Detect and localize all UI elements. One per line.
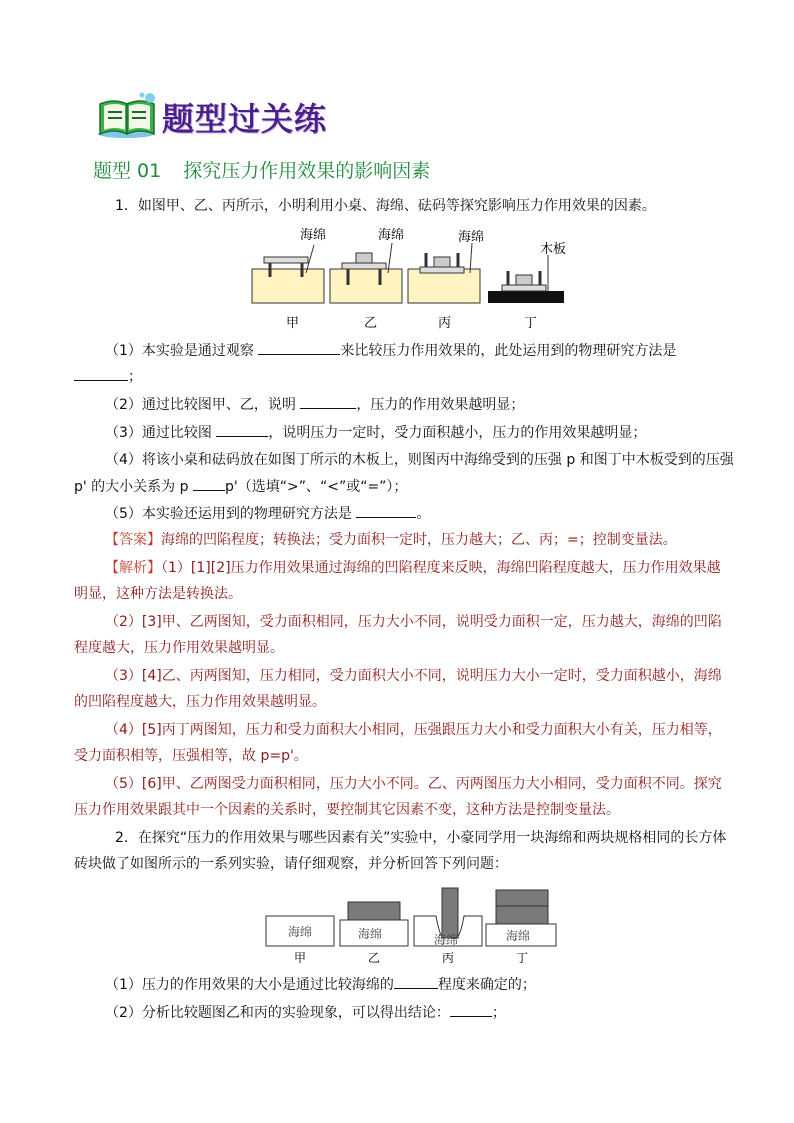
header-title: 题型过关练 xyxy=(162,100,328,138)
section-heading xyxy=(93,156,430,183)
blank-1[interactable] xyxy=(258,340,340,355)
q1-sub3: （3）通过比较图 ，说明压力一定时，受力面积越小，压力的作用效果越明显； xyxy=(105,422,646,443)
q2-brick-ding-1 xyxy=(496,906,548,924)
q1-analysis-1b: 明显，这种方法是转换法。 xyxy=(74,586,242,602)
fig1-label-sponge-1: 海绵 xyxy=(300,228,327,243)
sponge-bing xyxy=(408,269,480,303)
q1-analysis-3: （3）[4]乙、丙两图知，压力相同，受力面积大小不同，说明压力大小一定时，受力面积越小，海绵 xyxy=(105,668,722,684)
q2-stem-1: 2．在探究“压力的作用效果与哪些因素有关”实验中，小豪同学用一块海绵和两块规格相同的长方体 xyxy=(115,830,727,846)
q1-analysis-2: （2）[3]甲、乙两图知，受力面积相同，压力大小不同，说明受力面积一定，压力越大，海绵的凹陷 xyxy=(105,614,722,630)
q1-sub5: （5）本实验还运用到的物理研究方法是 。 xyxy=(105,503,430,524)
q1-analysis-5b: 压力作用效果跟其中一个因素的关系时，要控制其它因素不变，这种方法是控制变量法。 xyxy=(74,802,620,818)
q1-sub4-cont: p' 的大小关系为 p p'（选填“>”、“<”或“=”）； xyxy=(74,476,407,497)
fig2-label-sponge-1: 海绵 xyxy=(288,925,313,939)
fig1-caption-yi: 乙 xyxy=(364,316,378,331)
q1-analysis-4: （4）[5]丙丁两图知，压力和受力面积大小相同，压强跟压力大小和受力面积大小有关，压力相等， xyxy=(105,722,722,738)
sponge-jia xyxy=(252,269,324,303)
answer-tag: 【答案】 xyxy=(105,532,161,548)
fig2-caption-yi: 乙 xyxy=(368,951,381,965)
answer-text: 海绵的凹陷程度；转换法；受力面积一定时，压力越大；乙、丙；=；控制变量法。 xyxy=(161,532,677,548)
q1-analysis-4b: 受力面积相等，压强相等，故 p=p'。 xyxy=(74,748,308,764)
fig1-label-sponge-3: 海绵 xyxy=(458,230,485,245)
q1-stem: 1．如图甲、乙、丙所示，小明利用小桌、海绵、砝码等探究影响压力作用效果的因素。 xyxy=(115,198,656,214)
fig2-caption-ding: 丁 xyxy=(516,951,529,965)
sponge-yi xyxy=(330,269,402,303)
fig2-caption-bing: 丙 xyxy=(442,951,455,965)
q1-analysis-1: 【解析】（1）[1][2]压力作用效果通过海绵的凹陷程度来反映，海绵凹陷程度越大，压力作用效果越 xyxy=(105,560,721,576)
fig2-label-sponge-3: 海绵 xyxy=(434,933,459,947)
fig1-label-sponge-2: 海绵 xyxy=(378,228,405,243)
q2-stem-2: 砖块做了如图所示的一系列实验，请仔细观察，并分析回答下列问题： xyxy=(74,856,508,872)
q2-sub2: （2）分析比较题图乙和丙的实验现象，可以得出结论： ； xyxy=(105,1002,506,1023)
q2-sub1: （1）压力的作用效果的大小是通过比较海绵的 程度来确定的； xyxy=(105,974,536,995)
blank-5[interactable] xyxy=(193,476,225,491)
section-label: 题型 01 xyxy=(93,160,162,182)
blank-2[interactable] xyxy=(74,366,128,381)
q1-sub2: （2）通过比较图甲、乙，说明 ，压力的作用效果越明显； xyxy=(105,394,524,415)
q2-brick-bing xyxy=(442,888,458,938)
q2-brick-yi xyxy=(348,902,400,920)
fig2-caption-jia: 甲 xyxy=(294,951,307,965)
blank-7[interactable] xyxy=(394,974,438,989)
q1-analysis-2b: 程度越大，压力作用效果越明显。 xyxy=(74,640,284,656)
header-banner xyxy=(96,92,356,140)
q1-figure xyxy=(248,223,568,333)
fig2-label-sponge-2: 海绵 xyxy=(358,927,383,941)
section-title: 探究压力作用效果的影响因素 xyxy=(183,160,431,182)
analysis-tag: 【解析】 xyxy=(105,560,161,576)
blank-6[interactable] xyxy=(356,503,416,518)
book-icon xyxy=(96,92,160,140)
q1-sub1: （1）本实验是通过观察 来比较压力作用效果的，此处运用到的物理研究方法是 xyxy=(105,340,676,361)
board-ding xyxy=(488,291,564,303)
q1-sub1-cont: ； xyxy=(74,366,142,387)
q1-answer xyxy=(105,530,677,550)
fig1-label-board: 木板 xyxy=(540,242,567,257)
fig2-label-sponge-4: 海绵 xyxy=(506,929,531,943)
blank-3[interactable] xyxy=(300,394,356,409)
blank-4[interactable] xyxy=(216,422,268,437)
blank-8[interactable] xyxy=(450,1002,492,1017)
q2-figure xyxy=(264,886,564,966)
q1-analysis-5: （5）[6]甲、乙两图受力面积相同，压力大小不同。乙、丙两图压力大小相同，受力面积不同。探究 xyxy=(105,776,722,792)
fig1-caption-ding: 丁 xyxy=(524,316,538,331)
q2-brick-ding-2 xyxy=(496,890,548,906)
fig1-caption-jia: 甲 xyxy=(286,316,300,331)
q1-analysis-3b: 的凹陷程度越大，压力作用效果越明显。 xyxy=(74,694,326,710)
fig1-caption-bing: 丙 xyxy=(438,316,452,331)
q1-sub4: （4）将该小桌和砝码放在如图丁所示的木板上，则图丙中海绵受到的压强 p 和图丁中木板受到的压强 xyxy=(105,452,734,468)
